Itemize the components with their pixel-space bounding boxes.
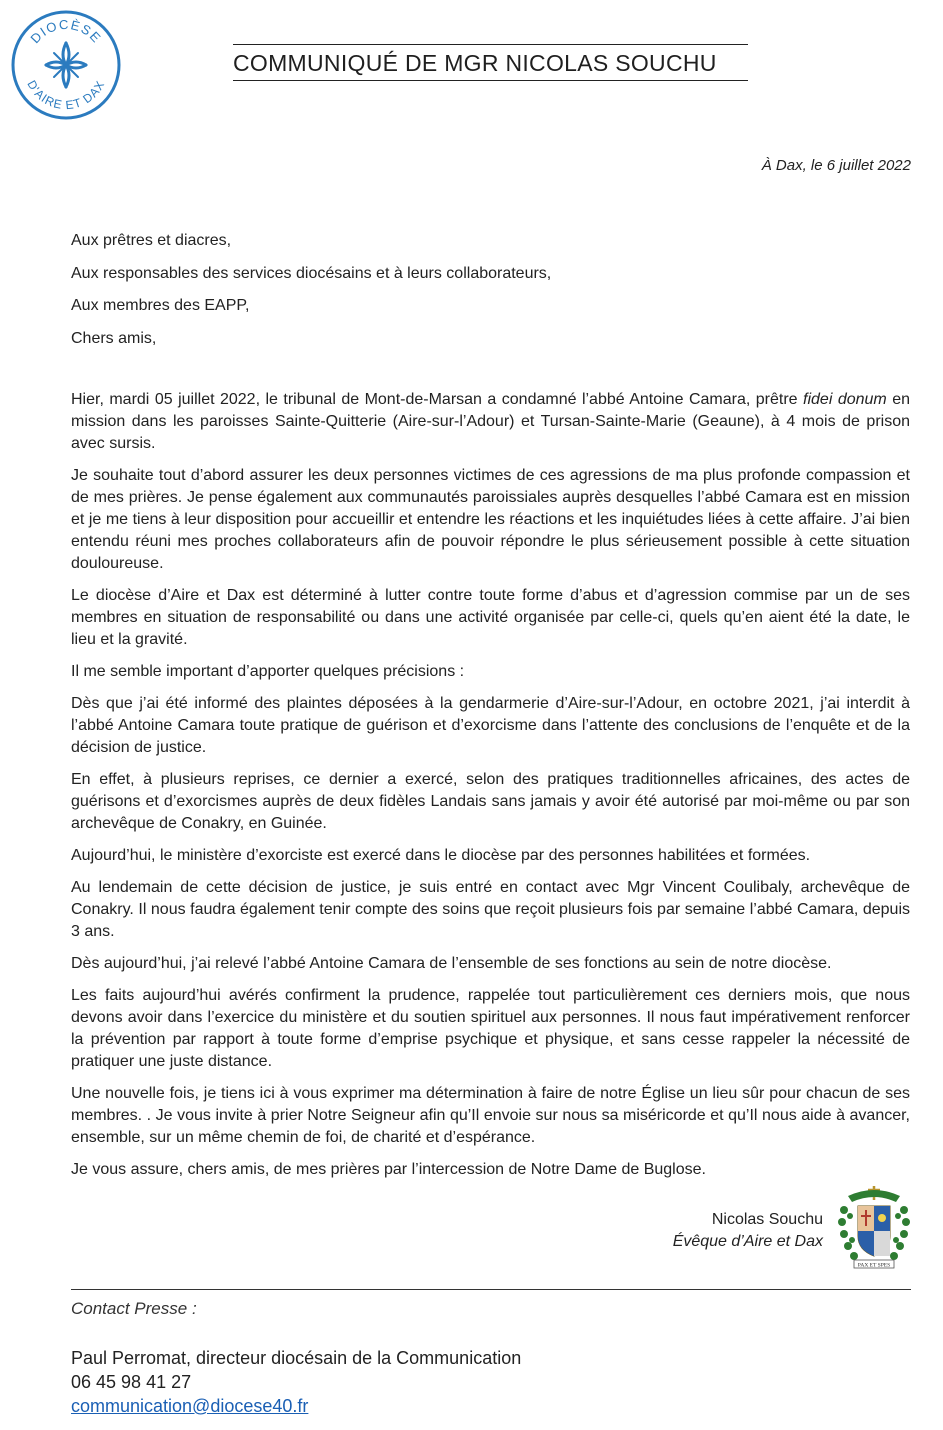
address-block <box>71 230 911 360</box>
paragraph: Je vous assure, chers amis, de mes prières par l’intercession de Notre Dame de Buglose. <box>71 1161 706 1178</box>
diocese-logo <box>10 9 122 121</box>
paragraph: Aujourd’hui, le ministère d’exorciste est exercé dans le diocèse par des personnes habilitées et formées. <box>71 847 811 864</box>
svg-text:D'AIRE ET DAX <box>24 78 107 112</box>
paragraph: Le diocèse d’Aire et Dax est déterminé à lutter contre toute forme d’abus et d’agression commise par un de ses membres en situation de responsabilité ou dans une activité organisée par celle-ci, quels qu’en aient été la date, le lieu et la gravité. <box>71 587 910 648</box>
address-line: Aux prêtres et diacres, <box>71 232 232 249</box>
contact-label: Contact Presse : <box>71 1299 197 1318</box>
title-underline <box>233 80 748 81</box>
paragraph: Au lendemain de cette décision de justice, je suis entré en contact avec Mgr Vincent Coulibaly, archevêque de Conakry. Il nous faudra également tenir compte des soins que reçoit plusieurs fois par semaine l’abbé Camara, depuis 3 ans. <box>71 879 910 940</box>
title-block <box>233 44 748 81</box>
coat-of-arms-icon <box>834 1180 914 1272</box>
contact-block <box>71 1346 521 1418</box>
signature-name: Nicolas Souchu <box>711 1211 823 1228</box>
address-line: Chers amis, <box>71 329 157 347</box>
paragraph: Dès que j’ai été informé des plaintes déposées à la gendarmerie d’Aire-sur-l’Adour, en octobre 2021, j’ai interdit à l’abbé Antoine Camara toute pratique de guérison et d’exorcisme dans l’attente des conclusions de l’enquête et de la décision de justice. <box>71 695 910 756</box>
signature-role: Évêque d’Aire et Dax <box>672 1233 823 1250</box>
contact-email-link[interactable]: communication@diocese40.fr <box>71 1396 309 1416</box>
page-title: COMMUNIQUÉ DE MGR NICOLAS SOUCHU <box>233 50 717 76</box>
contact-person: Paul Perromat, directeur diocésain de la Communication <box>71 1348 522 1368</box>
paragraph-emphasis: fidei donum <box>803 391 887 408</box>
contact-phone: 06 45 98 41 27 <box>71 1372 192 1392</box>
paragraph-text: Hier, mardi 05 juillet 2022, le tribunal de Mont-de-Marsan a condamné l’abbé Antoine Camara, prêtre <box>71 391 804 408</box>
letter-body <box>71 389 910 1191</box>
paragraph: Je souhaite tout d’abord assurer les deux personnes victimes de ces agressions de ma plus profonde compassion et de mes prières. Je pense également aux communautés paroissiales auprès desquelles l’abbé Camara est en mission et je me tiens à leur disposition pour accueillir et entendre les réactions et les inquiétudes liées à cette affaire. J’ai bien entendu réuni mes proches collaborateurs afin de pouvoir répondre le plus sérieusement possible à cette situation douloureuse. <box>71 467 910 572</box>
paragraph: Une nouvelle fois, je tiens ici à vous exprimer ma détermination à faire de notre Église un lieu sûr pour chacun de ses membres. . Je vous invite à prier Notre Seigneur afin qu’Il envoie sur nous sa miséricorde et qu’Il nous aide à avancer, ensemble, sur un même chemin de foi, de charité et d’espérance. <box>71 1085 910 1146</box>
cross-icon <box>46 43 86 87</box>
date-line: À Dax, le 6 juillet 2022 <box>761 157 911 174</box>
paragraph: Il me semble important d’apporter quelques précisions : <box>71 663 465 680</box>
address-line: Aux membres des EAPP, <box>71 297 250 314</box>
logo-text-top: DIOCÈSE <box>27 16 105 47</box>
paragraph: Dès aujourd’hui, j’ai relevé l’abbé Antoine Camara de l’ensemble de ses fonctions au sein de notre diocèse. <box>71 955 832 972</box>
paragraph: En effet, à plusieurs reprises, ce dernier a exercé, selon des pratiques traditionnelles africaines, des actes de guérisons et d’exorcismes auprès de deux fidèles Landais sans jamais y avoir été autorisé par moi-même ou par son archevêque de Conakry, en Guinée. <box>71 771 910 832</box>
coat-motto: PAX ET SPES <box>857 1262 891 1269</box>
address-line: Aux responsables des services diocésains et à leurs collaborateurs, <box>71 264 552 282</box>
divider <box>71 1289 911 1290</box>
logo-text-bottom: D'AIRE ET DAX <box>24 77 108 113</box>
paragraph <box>71 389 910 455</box>
paragraph: Les faits aujourd’hui avérés confirment la prudence, rappelée tout particulièrement ces derniers mois, que nous devons avoir dans l’exercice du ministère et du soutien spirituel aux personnes. Il nous faut impérativement renforcer la prévention par rapport à toute forme d’emprise psychique et physique, et sans cesse rappeler la nécessité de pratiquer une juste distance. <box>71 987 910 1070</box>
paragraph-text: en mission dans les paroisses Sainte-Quitterie (Aire-sur-l’Adour) et Tursan-Sainte-Marie (Geaune), à 4 mois de prison avec sursis. <box>71 391 911 452</box>
signature-block <box>673 1209 823 1253</box>
title-top-rule <box>233 44 748 45</box>
